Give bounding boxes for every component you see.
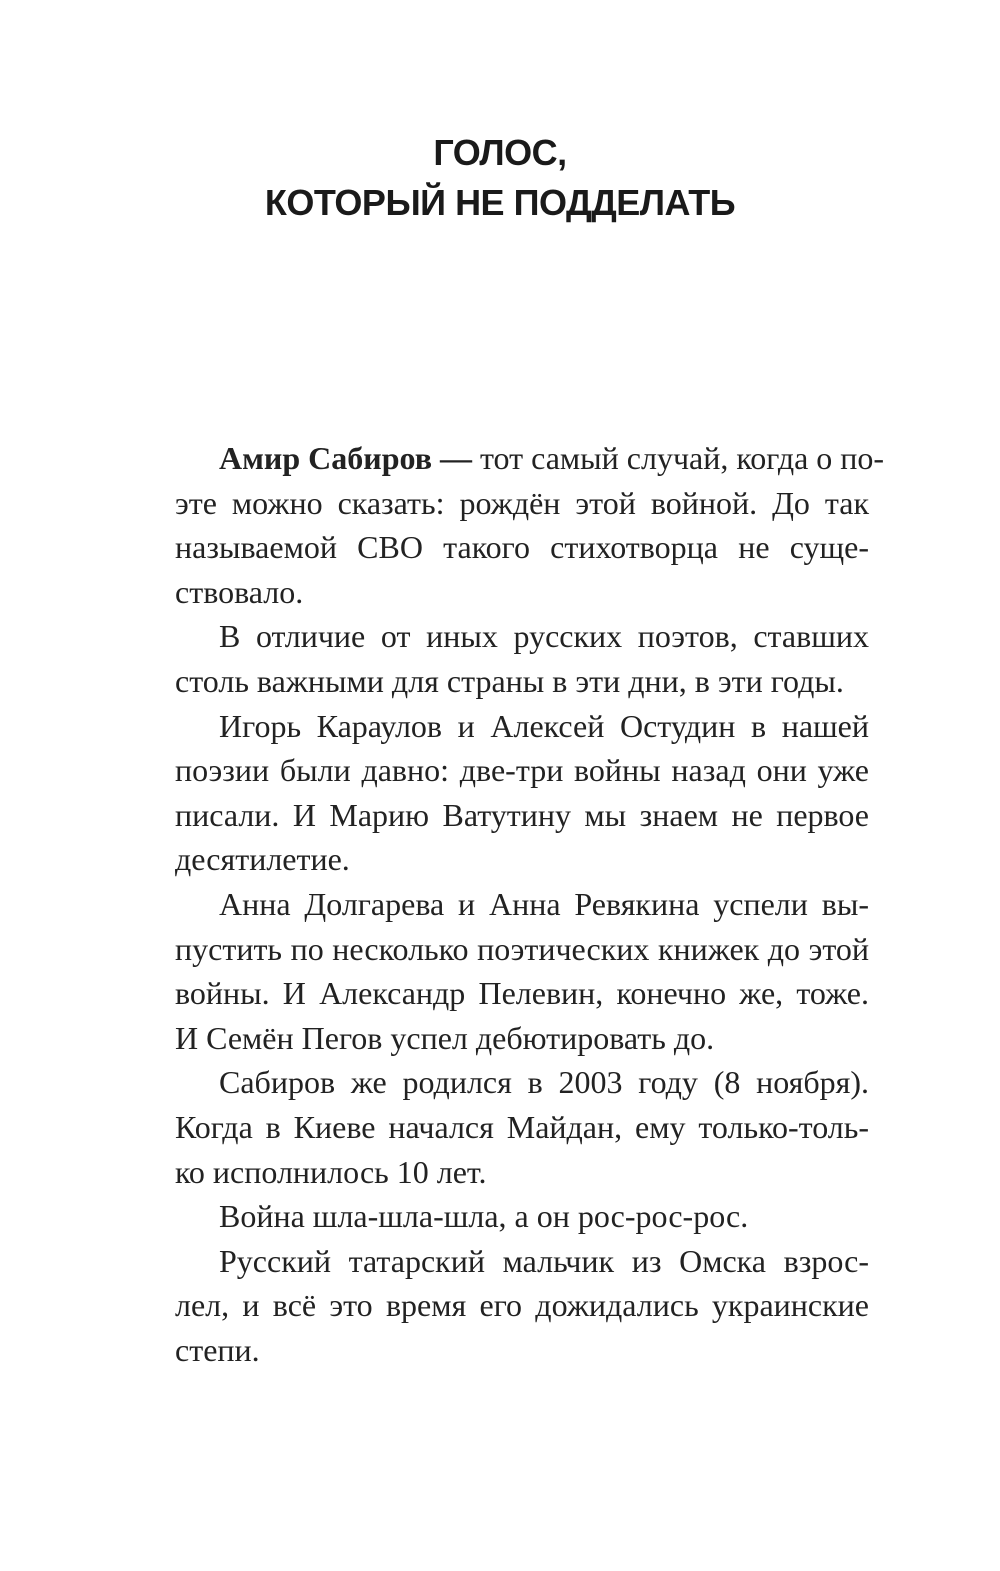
text-line xyxy=(131,1060,869,1105)
line-text: тот самый случай, когда о по- xyxy=(471,440,885,476)
text-line xyxy=(131,659,869,704)
paragraph xyxy=(131,614,869,703)
text-line xyxy=(131,927,869,972)
text-line xyxy=(131,793,869,838)
chapter-heading-line-2: КОТОРЫЙ НЕ ПОДДЕЛАТЬ xyxy=(264,182,736,223)
line-text: эте можно сказать: рождён этой войной. До так xyxy=(175,484,869,521)
text-line xyxy=(131,614,869,659)
paragraph xyxy=(131,882,869,1060)
body-text xyxy=(131,436,885,1372)
line-text: И Семён Пегов успел дебютировать до. xyxy=(175,1019,715,1056)
line-text: В отличие от иных русских поэтов, ставших xyxy=(219,618,869,655)
paragraph xyxy=(131,1239,869,1373)
line-text: степи. xyxy=(175,1331,260,1368)
text-line xyxy=(131,1283,869,1328)
text-line xyxy=(131,481,869,526)
paragraph xyxy=(131,1194,869,1239)
line-text: ко исполнилось 10 лет. xyxy=(175,1153,487,1190)
line-text: десятилетие. xyxy=(175,841,350,878)
text-line xyxy=(131,436,885,481)
paragraph xyxy=(131,436,885,614)
text-line xyxy=(131,1150,869,1195)
line-text: называемой СВО такого стихотворца не суще- xyxy=(175,529,869,566)
author-name: Амир Сабиров — xyxy=(219,440,472,476)
text-line xyxy=(131,1239,869,1284)
text-line xyxy=(131,525,869,570)
chapter-heading xyxy=(0,128,1000,228)
line-text: Игорь Караулов и Алексей Остудин в нашей xyxy=(219,707,869,744)
chapter-heading-line-1: ГОЛОС, xyxy=(433,132,567,173)
line-text: Русский татарский мальчик из Омска взрос- xyxy=(219,1242,869,1279)
line-text: Когда в Киеве начался Майдан, ему только-толь- xyxy=(175,1108,869,1145)
line-text: столь важными для страны в эти дни, в эти годы. xyxy=(175,662,844,699)
text-line xyxy=(131,1105,869,1150)
line-text: войны. И Александр Пелевин, конечно же, тоже. xyxy=(175,975,869,1012)
line-text: поэзии были давно: две-три войны назад они уже xyxy=(175,752,869,789)
paragraph xyxy=(131,704,869,882)
text-line xyxy=(131,971,869,1016)
line-text: писали. И Марию Ватутину мы знаем не первое xyxy=(175,796,869,833)
text-line xyxy=(131,882,869,927)
text-line xyxy=(131,704,869,749)
text-line xyxy=(131,1016,869,1061)
line-text: Сабиров же родился в 2003 году (8 ноября). xyxy=(219,1064,869,1101)
line-text: лел, и всё это время его дожидались украинские xyxy=(175,1287,869,1324)
line-text: пустить по несколько поэтических книжек до этой xyxy=(175,930,869,967)
line-text: Анна Долгарева и Анна Ревякина успели вы- xyxy=(219,885,869,922)
text-line xyxy=(131,570,869,615)
text-line xyxy=(131,748,869,793)
text-line xyxy=(131,1194,869,1239)
text-line xyxy=(131,1328,869,1373)
line-text: ствовало. xyxy=(175,573,304,610)
line-text: Война шла-шла-шла, а он рос-рос-рос. xyxy=(219,1198,749,1235)
text-line xyxy=(131,837,869,882)
paragraph xyxy=(131,1060,869,1194)
